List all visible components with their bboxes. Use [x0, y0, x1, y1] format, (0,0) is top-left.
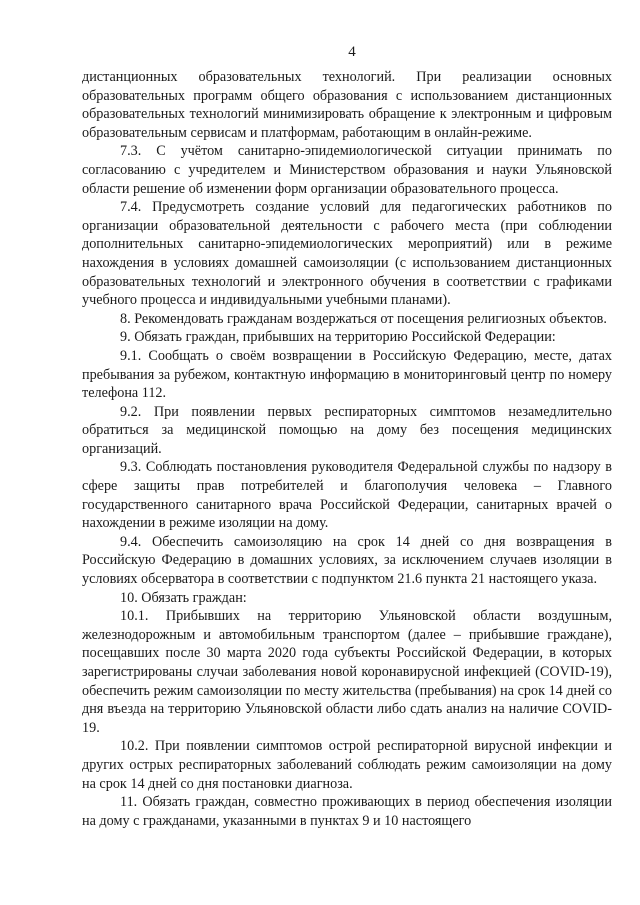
paragraph-7-3: 7.3. С учётом санитарно-эпидемиологической ситуации принимать по согласованию с учредителем и Министерством образования и науки Ульяновской области решение об изменении форм организации образовательного процесса.	[82, 143, 612, 197]
paragraph-8: 8. Рекомендовать гражданам воздержаться от посещения религиозных объектов.	[120, 310, 607, 327]
paragraph-9-4: 9.4. Обеспечить самоизоляцию на срок 14 дней со дня возвращения в Российскую Федерацию в домашних условиях, за исключением случаев изоляции в условиях обсерватора в соответствии с подпунктом 21.6 пункта 21 настоящего указа.	[82, 533, 612, 588]
document-body	[82, 68, 612, 830]
paragraph-10-2: 10.2. При появлении симптомов острой респираторной вирусной инфекции и других острых респираторных заболеваний соблюдать режим самоизоляции на дому на срок 14 дней со дня постановки диагноза.	[82, 738, 612, 792]
paragraph-10: 10. Обязать граждан:	[120, 589, 247, 606]
paragraph-11: 11. Обязать граждан, совместно проживающих в период обеспечения изоляции на дому с гражданами, указанными в пунктах 9 и 10 настоящего	[82, 794, 612, 829]
page-number: 4	[348, 44, 356, 60]
paragraph-9-2: 9.2. При появлении первых респираторных симптомов незамедлительно обратиться за медицинской помощью на дому без посещения медицинских организаций.	[82, 403, 612, 457]
paragraph-continuation: дистанционных образовательных технологий. При реализации основных образовательных программ общего образования с использованием дистанционных образовательных технологий минимизировать обращение к электронным и цифровым образовательным сервисам и платформам, работающим в онлайн-режиме.	[82, 69, 612, 141]
paragraph-9: 9. Обязать граждан, прибывших на территорию Российской Федерации:	[120, 329, 556, 346]
paragraph-10-1: 10.1. Прибывших на территорию Ульяновской области воздушным, железнодорожным и автомобильным транспортом (далее – прибывшие граждане), посещавших после 30 марта 2020 года субъекты Российской Федерации, в которых зарегистрированы случаи заболевания новой коронавирусной инфекцией (COVID-19), обеспечить режим самоизоляции по месту жительства (пребывания) на срок 14 дней со дня въезда на территорию Ульяновской области либо сдать анализ на наличие COVID-19.	[82, 608, 612, 736]
paragraph-7-4: 7.4. Предусмотреть создание условий для педагогических работников по организации образовательной деятельности с рабочего места (при соблюдении дополнительных санитарно-эпидемиологических мероприятий) или в режиме нахождения в условиях домашней самоизоляции (с использованием дистанционных образовательных технологий и электронного обучения в соответствии с графиками учебного процесса и индивидуальными учебными планами).	[82, 199, 612, 309]
paragraph-9-1: 9.1. Сообщать о своём возвращении в Российскую Федерацию, месте, датах пребывания за рубежом, контактную информацию в мониторинговый центр по номеру телефона 112.	[82, 347, 612, 402]
paragraph-9-3: 9.3. Соблюдать постановления руководителя Федеральной службы по надзору в сфере защиты прав потребителей и благополучия человека – Главного государственного санитарного врача Российской Федерации, санитарных врачей о нахождении в режиме изоляции на дому.	[82, 459, 612, 532]
